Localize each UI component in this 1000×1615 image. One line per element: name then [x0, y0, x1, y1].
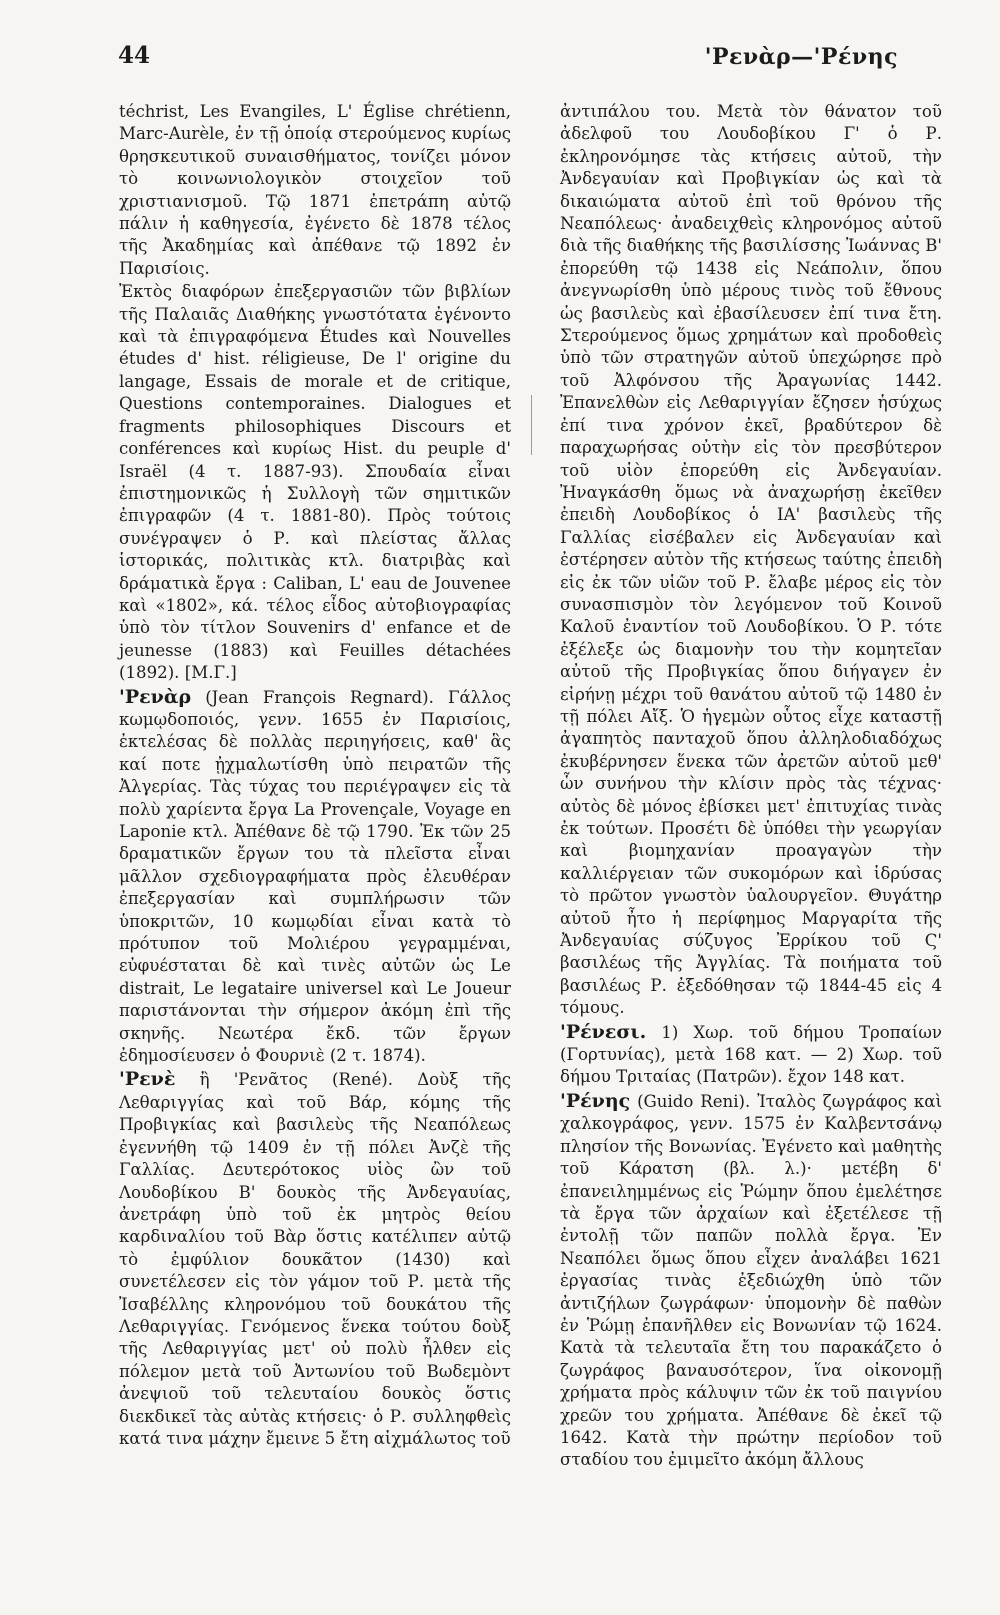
entry-headword: 'Ρένεσι.	[560, 1020, 647, 1043]
entry-text: (Jean François Regnard). Γάλλος κωμῳδοποιός, γενν. 1655 ἐν Παρισίοις, ἐκτελέσας δὲ πολλὰς περιηγήσεις, καθ' ἃς καί ποτε ᾐχμαλωτίσθη ὑπὸ πειρατῶν τῆς Ἀλγερίας. Τὰς τύχας του περιέγραψεν εἰς τὰ πολὺ χαρίεντα ἔργα La Provençale, Voyage en Laponie κτλ. Ἀπέθανε δὲ τῷ 1790. Ἐκ τῶν 25 δραματικῶν ἔργων του τὰ πλεῖστα εἶναι μᾶλλον σχεδιογραφήματα πρὸς ἐλευθέραν ἐπεξεργασίαν καὶ συμπλήρωσιν τῶν ὑποκριτῶν, 10 κωμῳδίαι εἶναι κατὰ τὸ πρότυπον τοῦ Μολιέρου γεγραμμέναι, εὐφυέσταται δὲ καὶ τινὲς αὐτῶν ὡς Le distrait, Le legataire universel καὶ Le Joueur παριστάνονται τὴν σήμερον ἀκόμη ἐπὶ τῆς σκηνῆς. Νεωτέρα ἔκδ. τῶν ἔργων ἐδημοσίευσεν ὁ Φουρνιὲ (2 τ. 1874).	[119, 687, 511, 1066]
entry-renesi	[560, 1021, 942, 1089]
entry-text: (Guido Reni). Ἰταλὸς ζωγράφος καὶ χαλκογράφος, γενν. 1575 ἐν Καλβεντσάνῳ πλησίον τῆς Βονωνίας. Ἐγένετο καὶ μαθητὴς τοῦ Κάρατση (βλ. λ.)· μετέβη δ' ἐπανειλημμένως εἰς Ῥώμην ὅπου ἐμελέτησε τὰ ἔργα τῶν ἀρχαίων καὶ ἐξετέλεσε τῇ ἐντολῇ τῶν παπῶν πολλὰ ἔργα. Ἐν Νεαπόλει ὅμως ὅπου εἶχεν ἀναλάβει 1621 ἐργασίας τινὰς ἐξεδιώχθη ὑπὸ τῶν ἀντιζήλων ζωγράφων· ὑπομονὴν δὲ παθὼν ἐν Ῥώμῃ ἐπανῆλθεν εἰς Βονωνίαν τῷ 1624. Κατὰ τὰ τελευταῖα ἔτη του παρακάζετο ὁ ζωγράφος βαναυσότερον, ἵνα οἰκονομῇ χρήματα πρὸς κάλυψιν τῶν ἐκ τοῦ παιγνίου χρεῶν του χρήματα. Ἀπέθανε δὲ ἐκεῖ τῷ 1642. Κατὰ τὴν πρώτην περίοδον τοῦ σταδίου του ἐμιμεῖτο ἀκόμη ἄλλους	[560, 1091, 942, 1470]
entry-text: ἢ 'Ρενᾶτος (René). Δοὺξ τῆς Λεθαριγγίας καὶ τοῦ Βάρ, κόμης τῆς Προβιγκίας καὶ βασιλεὺς τῆς Νεαπόλεως ἐγεννήθη τῷ 1409 ἐν τῇ πόλει Ἀνζὲ τῆς Γαλλίας. Δευτερότοκος υἱὸς ὢν τοῦ Λουδοβίκου Β' δουκὸς τῆς Ἀνδεγαυίας, ἀνετράφη ὑπὸ τοῦ ἐκ μητρὸς θείου καρδιναλίου τοῦ Βὰρ ὅστις κατέλιπεν αὐτῷ τὸ ἐμφύλιον δουκᾶτον (1430) καὶ συνετέλεσεν εἰς τὸν γάμον τοῦ Ρ. μετὰ τῆς Ἰσαβέλλης κληρονόμου τοῦ δουκάτου τῆς Λεθαριγγίας. Γενόμενος ἕνεκα τούτου δοὺξ τῆς Λεθαριγγίας μετ' οὐ πολὺ ἦλθεν εἰς πόλεμον μετὰ τοῦ Ἀντωνίου τοῦ Βωδεμὸντ ἀνεψιοῦ τοῦ τελευταίου δουκὸς ὅστις διεκδικεῖ τὰς αὐτὰς κτήσεις· ὁ Ρ. συλληφθεὶς κατά τινα μάχην ἔμεινε 5 ἔτη αἰχμάλωτος τοῦ	[119, 1070, 511, 1448]
entry-headword: 'Ρενὲ	[119, 1068, 176, 1091]
entry-headword: 'Ρενὰρ	[119, 685, 192, 708]
entry-headword: 'Ρένης	[560, 1089, 631, 1112]
continuation-text: téchrist, Les Evangiles, L' Église chrétienn, Marc-Aurèle, ἐν τῇ ὁποίᾳ στερούμενος κυρίως θρησκευτικοῦ συναισθήματος, τονίζει μόνον τὸ κοινωνιολογικὸν στοιχεῖον τοῦ χριστιανισμοῦ. Τῷ 1871 ἐπετράπη αὐτῷ πάλιν ἡ καθηγεσία, ἐγένετο δὲ 1878 τέλος τῆς Ἀκαδημίας καὶ ἀπέθανε τῷ 1892 ἐν Παρισίοις.	[119, 102, 511, 278]
page-header	[118, 38, 898, 78]
right-column	[560, 101, 942, 1472]
page-number: 44	[118, 42, 151, 69]
entry-renar	[119, 686, 511, 1068]
column-divider	[531, 395, 532, 455]
entry-renis	[560, 1090, 942, 1472]
paragraph: Ἐκτὸς διαφόρων ἐπεξεργασιῶν τῶν βιβλίων τῆς Παλαιᾶς Διαθήκης γνωστότατα ἐγένοντο καὶ τὰ ἐπιγραφόμενα Études καὶ Nouvelles études d' hist. réligieuse, De l' origine du langage, Essais de morale et de critique, Questions contemporaines. Dialogues et fragments philosophiques Discours et conférences καὶ κυρίως Hist. du peuple d' Israël (4 τ. 1887-93). Σπουδαία εἶναι ἐπιστημονικῶς ἡ Συλλογὴ τῶν σημιτικῶν ἐπιγραφῶν (4 τ. 1881-80). Πρὸς τούτοις συνέγραψεν ὁ Ρ. καὶ πλείστας ἄλλας ἱστορικάς, πολιτικὰς κτλ. διατριβὰς καὶ δράματικὰ ἔργα : Caliban, L' eau de Jouvenee καὶ «1802», κά. τέλος εἶδος αὐτοβιογραφίας ὑπὸ τὸν τίτλον Souvenirs d' enfance et de jeunesse (1883) καὶ Feuilles détachées (1892). [Μ.Γ.]	[119, 282, 511, 683]
running-head: 'Ρενὰρ—'Ρένης	[704, 44, 898, 70]
continuation-text: ἀντιπάλου του. Μετὰ τὸν θάνατον τοῦ ἀδελφοῦ του Λουδοβίκου Γ' ὁ Ρ. ἐκληρονόμησε τὰς κτήσεις αὐτοῦ, τὴν Ἀνδεγαυίαν καὶ Προβιγκίαν ὡς καὶ τὰ δικαιώματα αὐτοῦ ἐπὶ τοῦ θρόνου τῆς Νεαπόλεως· ἀναδειχθεὶς κληρονόμος αὐτοῦ διὰ τῆς διαθήκης τῆς βασιλίσσης Ἰωάννας Β' ἐπορεύθη τῷ 1438 εἰς Νεάπολιν, ὅπου ἀνεγνωρίσθη ὑπὸ μέρους τινὸς τοῦ ἔθνους ὡς βασιλεὺς καὶ ἐβασίλευσεν ἐπί τινα ἔτη. Στερούμενος ὅμως χρημάτων καὶ προδοθεὶς ὑπὸ τῶν στρατηγῶν αὐτοῦ ὑπεχώρησε πρὸ τοῦ Ἀλφόνσου τῆς Ἀραγωνίας 1442. Ἐπανελθὼν εἰς Λεθαριγγίαν ἔζησεν ἡσύχως ἐπί τινα χρόνον ἐκεῖ, βραδύτερον δὲ παραχωρήσας οὐτὴν εἰς τὸν πρεσβύτερον τοῦ υἱὸν ἐπορεύθη εἰς Ἀνδεγαυίαν. Ἠναγκάσθη ὅμως νὰ ἀναχωρήσῃ ἐκεῖθεν ἐπειδὴ Λουδοβίκος ὁ ΙΑ' βασιλεὺς τῆς Γαλλίας εἰσέβαλεν εἰς Ἀνδεγαυίαν καὶ ἐστέρησεν αὐτὸν τῆς κτήσεως ταύτης ἐπειδὴ εἰς ἐκ τῶν υἱῶν τοῦ Ρ. ἔλαβε μέρος εἰς τὸν συνασπισμὸν τὸν λεγόμενον τοῦ Κοινοῦ Καλοῦ ἐναντίον τοῦ Λουδοβίκου. Ὁ Ρ. τότε ἐξέλεξε ὡς διαμονὴν του τὴν κομητεῖαν αὐτοῦ τῆς Προβιγκίας ὅπου διήγαγεν ἐν εἰρήνῃ μέχρι τοῦ θανάτου αὐτοῦ τῷ 1480 ἐν τῇ πόλει Αἴξ. Ὁ ἡγεμὼν οὗτος εἶχε καταστῇ ἀγαπητὸς πανταχοῦ ὅπου ἀλληλοδιαδόχως ἐκυβέρνησεν ἕνεκα τῶν ἀρετῶν αὐτοῦ μεθ' ὧν συνήνου τὴν κλίσιν πρὸς τὰς τέχνας· αὐτὸς δὲ μόνος ἐβίσκει μετ' ἐπιτυχίας τινὰς ἐκ τούτων. Προσέτι δὲ ὑπόθει τὴν γεωργίαν καὶ βιομηχανίαν προαγαγὼν τὴν καλλιέργειαν τῶν συκομόρων καὶ ἱδρύσας τὸ πρῶτον γνωστὸν ὑαλουργεῖον. Θυγάτηρ αὐτοῦ ἦτο ἡ περίφημος Μαργαρίτα τῆς Ἀνδεγαυίας σύζυγος Ἐρρίκου τοῦ Ϛ' βασιλέως τῆς Ἀγγλίας. Τὰ ποιήματα τοῦ βασιλέως Ρ. ἐξεδόθησαν τῷ 1844-45 εἰς 4 τόμους.	[560, 102, 942, 1018]
entry-rene	[119, 1068, 511, 1450]
left-column	[119, 101, 511, 1450]
entry-text: 1) Χωρ. τοῦ δήμου Τροπαίων (Γορτυνίας), μετὰ 168 κατ. — 2) Χωρ. τοῦ δήμου Τριταίας (Πατρῶν). ἔχον 148 κατ.	[560, 1022, 942, 1087]
